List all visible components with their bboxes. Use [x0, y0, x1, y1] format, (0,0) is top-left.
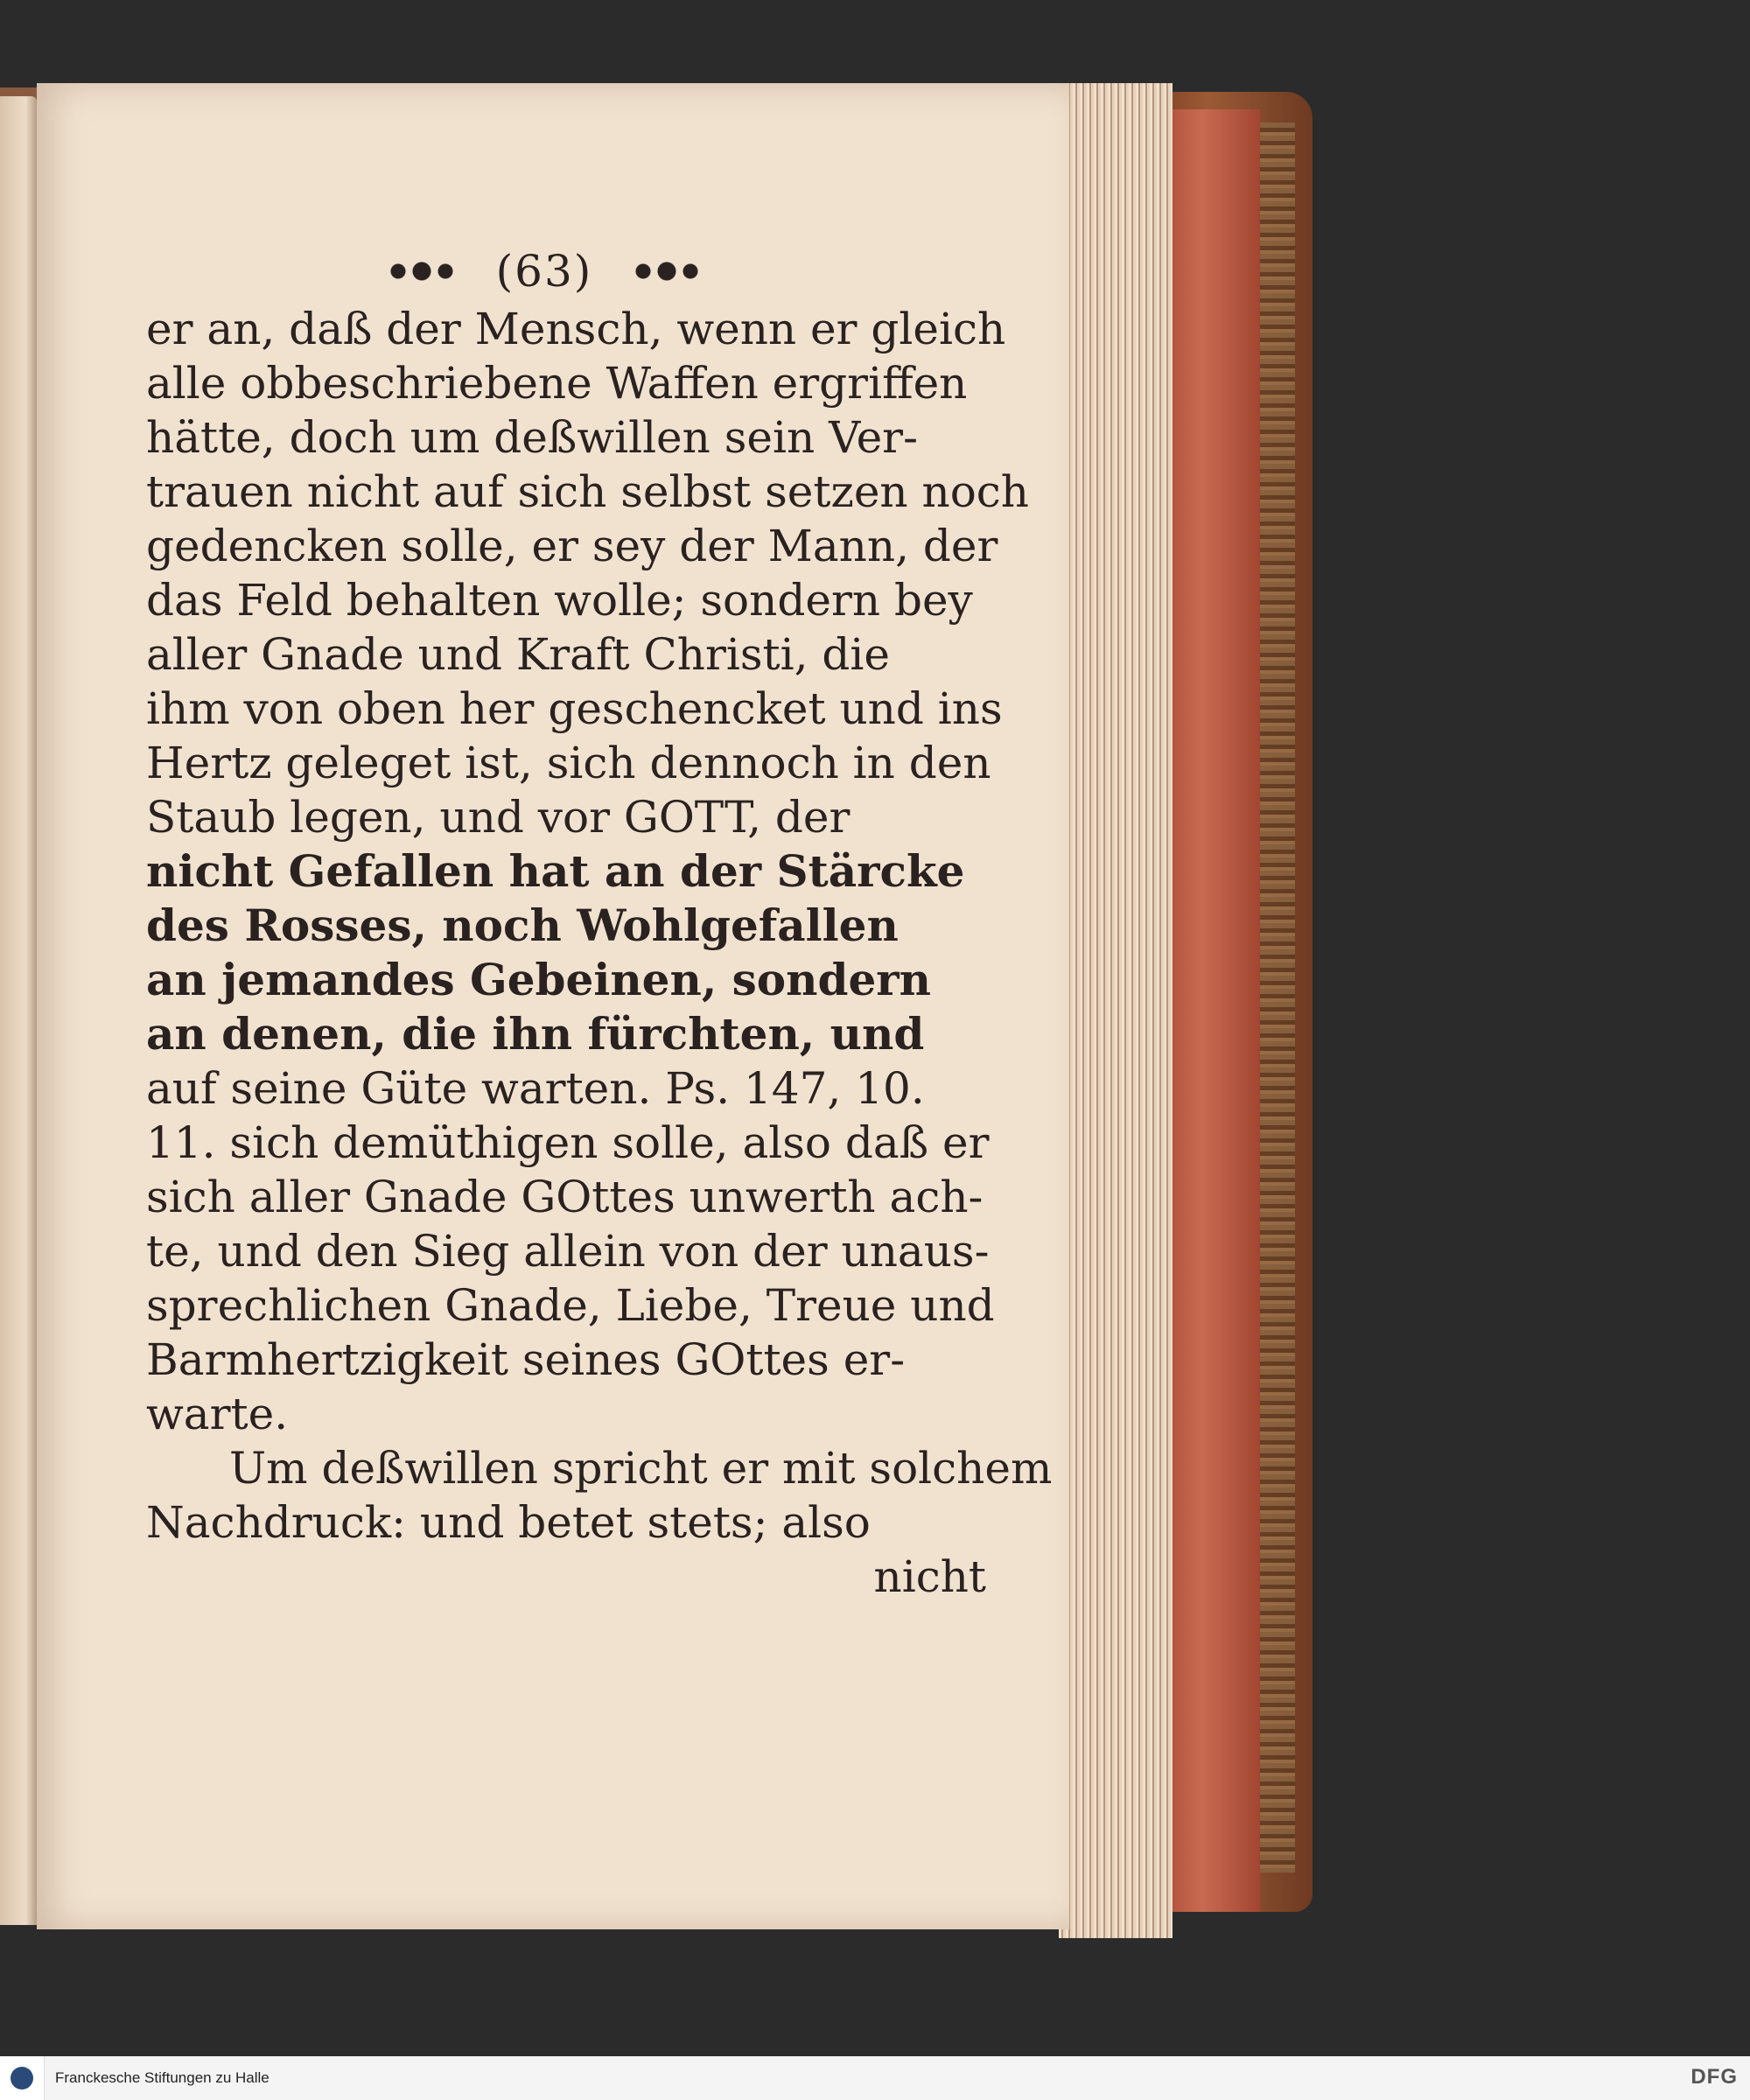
- text-line: gedencken solle, er sey der Mann, der: [146, 521, 998, 571]
- book-page: [37, 83, 1069, 1929]
- ornament-right-icon: [627, 256, 706, 287]
- text-line: sprechlichen Gnade, Liebe, Treue und: [146, 1280, 995, 1331]
- text-line: Um deßwillen spricht er mit solchem: [229, 1443, 1053, 1494]
- text-line: ihm von oben her geschencket und ins: [146, 683, 1003, 734]
- text-line: an jemandes Gebeinen, sondern: [146, 954, 931, 1005]
- logo-mark-icon: [10, 2067, 33, 2090]
- viewer-footer: [0, 2056, 1750, 2100]
- institution-name: Franckesche Stiftungen zu Halle: [55, 2069, 270, 2086]
- page-edges: [1059, 83, 1172, 1938]
- text-line: er an, daß der Mensch, wenn er gleich: [146, 304, 1006, 354]
- text-line: nicht Gefallen hat an der Stärcke: [146, 845, 965, 897]
- text-line: te, und den Sieg allein von der unaus-: [146, 1226, 990, 1277]
- text-line: Staub legen, und vor GOTT, der: [146, 792, 850, 843]
- red-page-edge: [1164, 109, 1260, 1912]
- institution-logo-icon[interactable]: [0, 2056, 45, 2100]
- text-line: alle obbeschriebene Waffen ergriffen: [146, 358, 968, 409]
- left-facing-page: [0, 96, 37, 1925]
- text-line: Hertz geleget ist, sich dennoch in den: [146, 738, 991, 788]
- catchword: nicht: [873, 1551, 986, 1602]
- text-line: trauen nicht auf sich selbst setzen noch: [146, 466, 1030, 517]
- text-line: aller Gnade und Kraft Christi, die: [146, 629, 890, 680]
- text-line: auf seine Güte warten. Ps. 147, 10.: [146, 1063, 925, 1114]
- text-line: an denen, die ihn fürchten, und: [146, 1008, 925, 1060]
- page-number: (63): [495, 246, 593, 297]
- text-line: des Rosses, noch Wohlgefallen: [146, 900, 899, 951]
- page-header: [347, 236, 741, 306]
- text-line: Nachdruck: und betet stets; also: [146, 1497, 871, 1548]
- dfg-logo: DFG: [1690, 2065, 1738, 2089]
- text-line: warte.: [146, 1389, 289, 1439]
- text-line: sich aller Gnade GOttes unwerth ach-: [146, 1172, 984, 1222]
- text-line: das Feld behalten wolle; sondern bey: [146, 575, 973, 626]
- ornament-left-icon: [382, 256, 461, 287]
- text-line: 11. sich demüthigen solle, also daß er: [146, 1117, 990, 1168]
- text-line: Barmhertzigkeit seines GOttes er-: [146, 1334, 906, 1385]
- text-line: hätte, doch um deßwillen sein Ver-: [146, 412, 918, 463]
